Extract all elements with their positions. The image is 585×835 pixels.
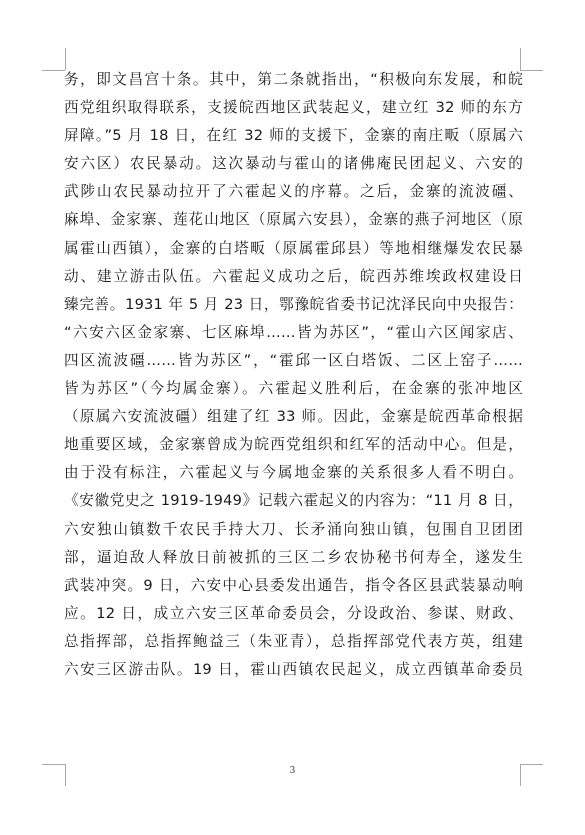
text-line: 皆为苏区”（今均属金寨）。六霍起义胜利后，在金寨的张冲地区: [64, 380, 523, 398]
text-line: 安六区）农民暴动。这次暴动与霍山的诸佛庵民团起义、六安的: [64, 155, 523, 173]
crop-mark-top-left: [42, 70, 65, 71]
text-line: 总指挥部，总指挥鲍益三（朱亚青），总指挥部党代表方英，组建: [64, 632, 523, 650]
crop-mark-top-right: [520, 70, 543, 71]
crop-mark-bottom-right: [520, 764, 543, 765]
text-line: 武陟山农民暴动拉开了六霍起义的序幕。之后，金寨的流波礓、: [64, 183, 523, 201]
page-number: 3: [289, 766, 296, 776]
text-line: 四区流波礓……皆为苏区”，“霍邱一区白塔饭、二区上窑子……: [64, 351, 523, 369]
text-line: 应。12 日，成立六安三区革命委员会，分设政治、参谋、财政、: [64, 604, 523, 622]
text-line: 由于没有标注，六霍起义与今属地金寨的关系很多人看不明白。: [64, 464, 523, 482]
text-line: 动、建立游击队伍。六霍起义成功之后，皖西苏维埃政权建设日: [64, 267, 523, 285]
text-line: 地重要区域，金家寨曾成为皖西党组织和红军的活动中心。但是，: [64, 436, 523, 454]
text-line: 西党组织取得联系，支援皖西地区武装起义，建立红 32 师的东方: [64, 99, 523, 117]
text-line: 屏障。”5 月 18 日，在红 32 师的支援下，金寨的南庄畈（原属六: [64, 127, 523, 145]
text-line: 六安三区游击队。19 日，霍山西镇农民起义，成立西镇革命委员: [64, 660, 523, 678]
text-line: 《安徽党史之 1919-1949》记载六霍起义的内容为：“11 月 8 日，: [64, 492, 523, 510]
text-line: 属霍山西镇），金寨的白塔畈（原属霍邱县）等地相继爆发农民暴: [64, 239, 523, 257]
text-line: 务，即文昌宫十条。其中，第二条就指出，“积极向东发展，和皖: [64, 71, 523, 88]
text-line: “六安六区金家寨、七区麻埠……皆为苏区”，“霍山六区闻家店、: [64, 323, 523, 341]
text-line: 部，逼迫敌人释放日前被抓的三区二乡农协秘书何寿全，遂发生: [64, 548, 523, 566]
crop-mark-bottom-left: [42, 764, 65, 765]
text-line: 臻完善。1931 年 5 月 23 日，鄂豫皖省委书记沈泽民向中央报告：: [64, 295, 523, 313]
text-line: （原属六安流波礓）组建了红 33 师。因此，金寨是皖西革命根据: [64, 408, 523, 426]
text-line: 六安独山镇数千农民手持大刀、长矛涌向独山镇，包围自卫团团: [64, 520, 523, 538]
text-line: 武装冲突。9 日，六安中心县委发出通告，指令各区县武装暴动响: [64, 576, 523, 594]
text-line: 麻埠、金家寨、莲花山地区（原属六安县），金寨的燕子河地区（原: [64, 211, 523, 229]
body-text: [64, 66, 523, 684]
